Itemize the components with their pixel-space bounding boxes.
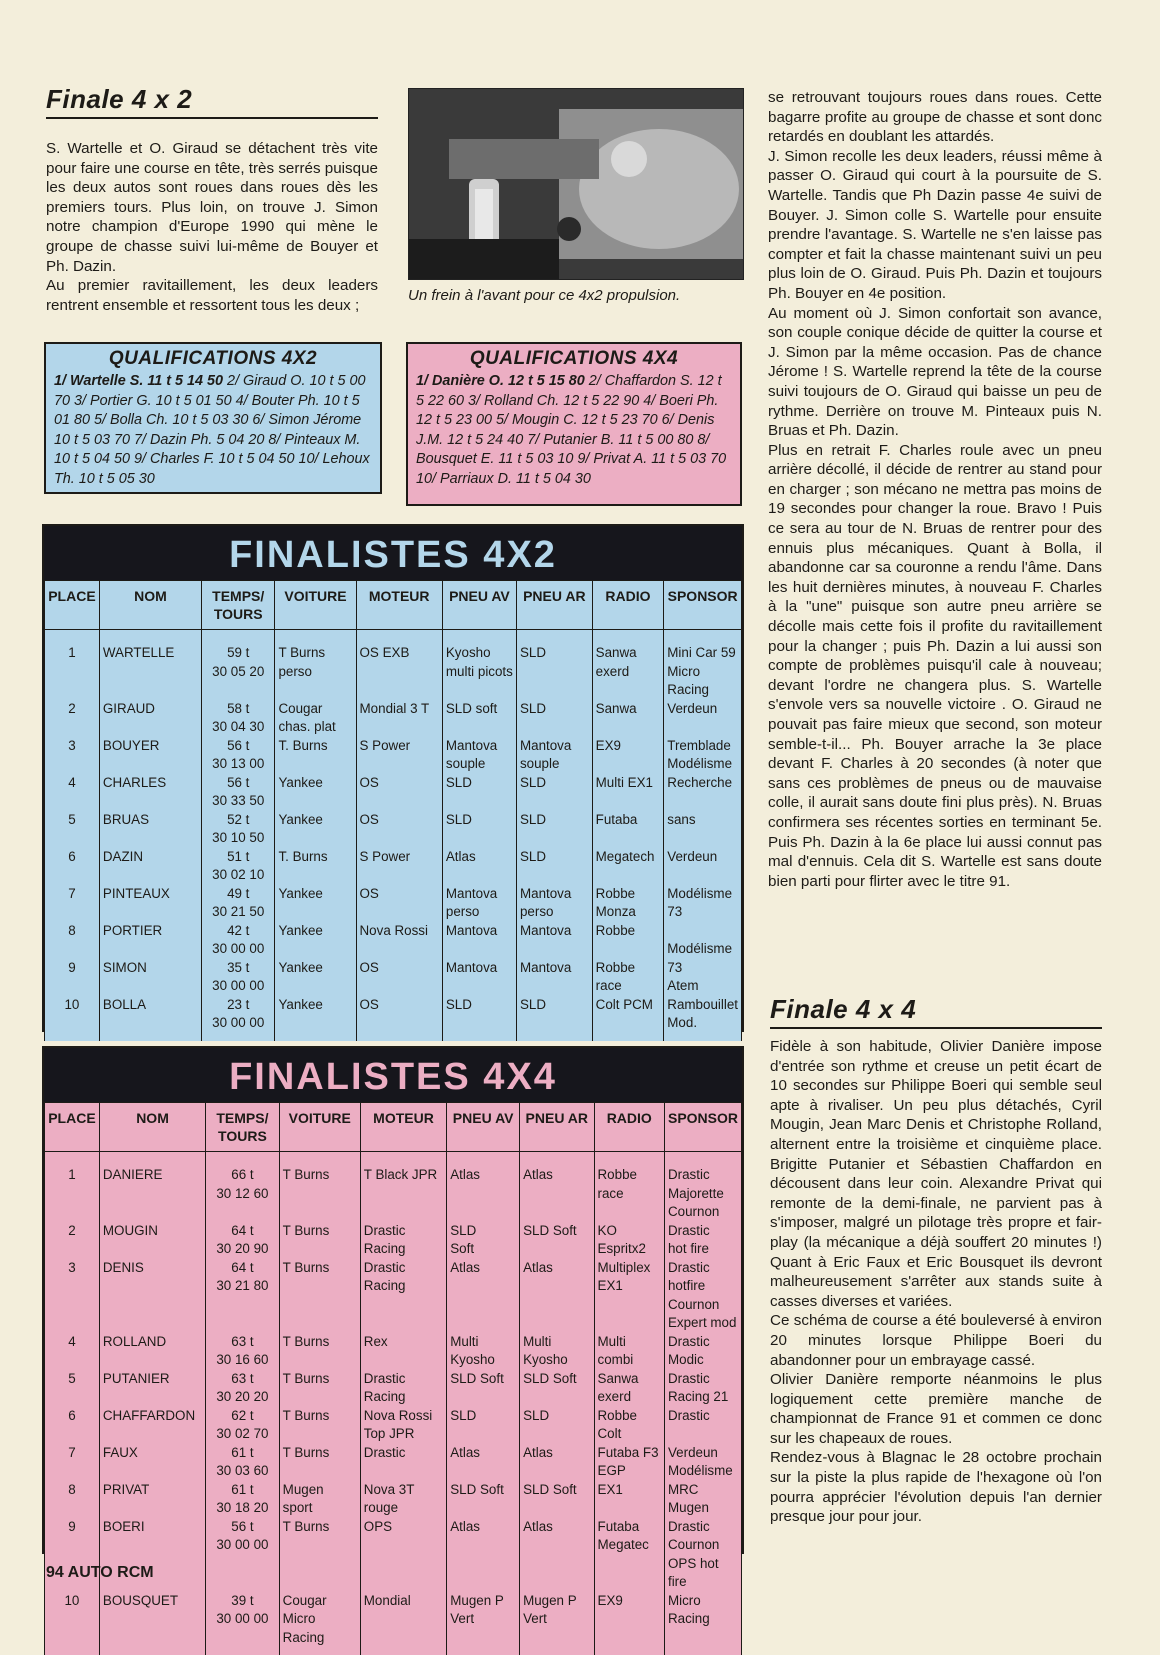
cell-nom: FAUX: [99, 1444, 205, 1481]
cell-moteur: Drastic Racing: [360, 1259, 446, 1333]
cell-place: 7: [45, 885, 100, 922]
cell-sponsor: MRC Mugen: [664, 1481, 741, 1518]
cell-radio: Robbe race: [592, 959, 664, 996]
cell-sponsor: Micro Racing: [664, 1592, 741, 1655]
finale-4x4-paragraph-4: Rendez-vous à Blagnac le 28 octobre prochain sur la piste la plus rapide de l'hexagone où l'on pourra apprécier l'évolution depuis l'an dernier presque jour pour jour.: [770, 1448, 1102, 1526]
cell-sponsor: Drastic hot fire: [664, 1222, 741, 1259]
cell-nom: PRIVAT: [99, 1481, 205, 1518]
cell-pneu-av: Multi Kyosho: [447, 1333, 520, 1370]
cell-sponsor: Rambouillet Mod.: [664, 996, 742, 1041]
cell-pneu-ar: SLD: [516, 700, 592, 737]
finale-4x4-section: [770, 994, 1102, 1527]
cell-moteur: OS: [356, 811, 442, 848]
col-nom: NOM: [99, 1103, 205, 1152]
cell-pneu-av: Mantova perso: [442, 885, 516, 922]
cell-pneu-ar: Multi Kyosho: [520, 1333, 594, 1370]
finale-4x4-title: Finale 4 x 4: [770, 994, 1102, 1029]
col-pneu-ar: PNEU AR: [520, 1103, 594, 1152]
cell-temps: 61 t 30 03 60: [206, 1444, 280, 1481]
cell-pneu-av: Atlas: [447, 1259, 520, 1333]
cell-pneu-av: SLD: [442, 774, 516, 811]
table-header-row: [45, 1103, 742, 1152]
cell-pneu-av: Mugen P Vert: [447, 1592, 520, 1655]
cell-moteur: S Power: [356, 737, 442, 774]
qualifications-4x4-results: [416, 372, 732, 489]
cell-pneu-av: Atlas: [442, 848, 516, 885]
right-paragraph-1: se retrouvant toujours roues dans roues. Cette bagarre profite au groupe de chasse et sont donc retardés en doublant les attardés.: [768, 88, 1102, 147]
cell-nom: DENIS: [99, 1259, 205, 1333]
cell-radio: Robbe Colt: [594, 1407, 664, 1444]
cell-place: 3: [45, 737, 100, 774]
cell-sponsor: Verdeun: [664, 848, 742, 885]
cell-voiture: T Burns: [279, 1152, 360, 1222]
cell-moteur: Nova 3T rouge: [360, 1481, 446, 1518]
table-row: [45, 959, 742, 996]
cell-pneu-av: SLD Soft: [447, 1481, 520, 1518]
cell-voiture: Cougar chas. plat: [275, 700, 356, 737]
cell-place: 4: [45, 1333, 100, 1370]
cell-moteur: T Black JPR: [360, 1152, 446, 1222]
cell-nom: BOUSQUET: [99, 1592, 205, 1655]
cell-pneu-ar: Atlas: [520, 1518, 594, 1592]
cell-pneu-ar: Mugen P Vert: [520, 1592, 594, 1655]
cell-voiture: Yankee: [275, 922, 356, 959]
cell-pneu-av: SLD: [447, 1407, 520, 1444]
cell-temps: 62 t 30 02 70: [206, 1407, 280, 1444]
cell-voiture: T Burns: [279, 1444, 360, 1481]
cell-voiture: Cougar Micro Racing: [279, 1592, 360, 1655]
cell-nom: WARTELLE: [99, 630, 201, 700]
cell-radio: Multi combi: [594, 1333, 664, 1370]
cell-sponsor: Modélisme: [664, 922, 742, 959]
cell-temps: 52 t 30 10 50: [202, 811, 275, 848]
finalistes-4x2-block: [42, 524, 744, 1032]
cell-radio: EX9: [594, 1592, 664, 1655]
cell-place: 8: [45, 1481, 100, 1518]
cell-sponsor: Drastic Cournon OPS hot fire: [664, 1518, 741, 1592]
cell-radio: Sanwa: [592, 700, 664, 737]
col-temps: TEMPS/ TOURS: [206, 1103, 280, 1152]
cell-sponsor: Drastic hotfire Cournon Expert mod: [664, 1259, 741, 1333]
cell-voiture: T. Burns: [275, 737, 356, 774]
magazine-name: AUTO RCM: [68, 1564, 154, 1581]
col-radio: RADIO: [592, 581, 664, 630]
cell-pneu-av: SLD soft: [442, 700, 516, 737]
cell-moteur: Drastic: [360, 1444, 446, 1481]
cell-place: 2: [45, 1222, 100, 1259]
cell-radio: Robbe race: [594, 1152, 664, 1222]
cell-pneu-av: SLD Soft: [447, 1370, 520, 1407]
cell-temps: 66 t 30 12 60: [206, 1152, 280, 1222]
cell-moteur: OS: [356, 996, 442, 1041]
cell-voiture: Yankee: [275, 885, 356, 922]
cell-voiture: T Burns: [279, 1518, 360, 1592]
right-paragraph-4: Plus en retrait F. Charles roule avec un pneu arrière décollé, il décide de rentrer au stand pour en charger ; son mécano ne mettra pas moins de 19 secondes pour changer la roue. Bravo ! Puis ce sera au tour de N. Bruas de rentrer pour des ennuis plus mécaniques. Quant à Bolla, il abandonne car sa couronne a rendu l'âme. Dans les huit dernières minutes, à nouveau F. Charles à la "une" puisque son autre pneu arrière se décolle mais cette fois il profite du ravitaillement pour la changer ; puis Ph. Dazin a lui aussi son compte de problèmes puisqu'il cale à nouveau; devant l'ordre ne changera plus. S. Wartelle s'envole vers sa nouvelle victoire . O. Giraud ne pouvait pas faire mieux que second, son moteur semble-t-il... Ph. Bouyer arrache la 3e place devant F. Charles à 20 secondes (à noter que sans ces problèmes de pneus ou de mauvaise colle, il aurait sans doute fini plus près). N. Bruas confirmera ses récentes sorties en terminant 5e. Puis Ph. Dazin à la 6e place lui aussi connut pas mal d'ennuis. Cela dit S. Wartelle est sans doute bien parti pour flirter avec le titre 91.: [768, 441, 1102, 892]
page-footer: [46, 1564, 154, 1582]
table-row: [45, 1152, 742, 1222]
col-pneu-av: PNEU AV: [447, 1103, 520, 1152]
table-row: [45, 1444, 742, 1481]
cell-place: 1: [45, 1152, 100, 1222]
finalistes-4x2-rows: [45, 630, 742, 1041]
cell-voiture: T Burns: [279, 1333, 360, 1370]
cell-moteur: Nova Rossi: [356, 922, 442, 959]
qualifications-4x2-results: [54, 372, 372, 489]
cell-nom: MOUGIN: [99, 1222, 205, 1259]
cell-voiture: Yankee: [275, 774, 356, 811]
cell-nom: GIRAUD: [99, 700, 201, 737]
cell-temps: 59 t 30 05 20: [202, 630, 275, 700]
cell-pneu-av: SLD Soft: [447, 1222, 520, 1259]
cell-pneu-av: Kyosho multi picots: [442, 630, 516, 700]
table-row: [45, 1481, 742, 1518]
table-row: [45, 1592, 742, 1655]
table-header-row: [45, 581, 742, 630]
cell-radio: Futaba: [592, 811, 664, 848]
cell-radio: EX9: [592, 737, 664, 774]
cell-place: 5: [45, 1370, 100, 1407]
finale-4x4-paragraph-1: Fidèle à son habitude, Olivier Danière impose d'entrée son rythme et creuse un petit écart de 10 secondes sur Philippe Boeri qui semble seul apte à rivaliser. Un peu plus détachés, Cyril Mougin, Jean Marc Denis et Christophe Rolland, alternent entre la troisième et cinquième place. Brigitte Putanier et Sébastien Chaffardon en décousent dans leur coin. Alexandre Privat qui remonte de la demi-finale, ne parvient pas à s'imposer, malgré un pilotage très propre et fair-play (la mécanique a déjà souffert 20 minutes !) Quant à Eric Faux et Eric Bousquet ils devront malheureusement s'arrêter aux stands suite à casses diverses et variées.: [770, 1037, 1102, 1311]
cell-moteur: Drastic Racing: [360, 1370, 446, 1407]
table-row: [45, 1407, 742, 1444]
col-place: PLACE: [45, 1103, 100, 1152]
cell-voiture: T Burns perso: [275, 630, 356, 700]
col-pneu-ar: PNEU AR: [516, 581, 592, 630]
table-row: [45, 737, 742, 774]
col-nom: NOM: [99, 581, 201, 630]
cell-pneu-av: Mantova: [442, 922, 516, 959]
right-paragraph-2: J. Simon recolle les deux leaders, réussi même à passer O. Giraud qui court à la poursuite de S. Wartelle. Tandis que Ph Dazin passe 4e suivi de Bouyer. J. Simon colle S. Wartelle pour ensuite prendre l'avantage. S. Wartelle ne s'en laisse pas compter et fait la chasse maintenant suivi un peu plus loin de O. Giraud. Puis Ph. Dazin et toujours Ph. Bouyer en 4e position.: [768, 147, 1102, 304]
cell-nom: BOLLA: [99, 996, 201, 1041]
cell-moteur: OS EXB: [356, 630, 442, 700]
cell-pneu-ar: SLD Soft: [520, 1370, 594, 1407]
cell-radio: Sanwa exerd: [592, 630, 664, 700]
table-row: [45, 885, 742, 922]
table-row: [45, 774, 742, 811]
cell-place: 6: [45, 1407, 100, 1444]
table-row: [45, 1370, 742, 1407]
cell-nom: PORTIER: [99, 922, 201, 959]
cell-pneu-ar: SLD Soft: [520, 1222, 594, 1259]
col-temps: TEMPS/ TOURS: [202, 581, 275, 630]
cell-nom: CHAFFARDON: [99, 1407, 205, 1444]
cell-radio: Futaba F3 EGP: [594, 1444, 664, 1481]
cell-place: 2: [45, 700, 100, 737]
cell-pneu-ar: SLD: [516, 630, 592, 700]
cell-pneu-ar: Atlas: [520, 1444, 594, 1481]
cell-moteur: Rex: [360, 1333, 446, 1370]
cell-place: 6: [45, 848, 100, 885]
cell-moteur: Mondial 3 T: [356, 700, 442, 737]
finale-4x2-section: [46, 84, 378, 315]
col-voiture: VOITURE: [279, 1103, 360, 1152]
table-row: [45, 1333, 742, 1370]
cell-sponsor: Verdeun Modélisme: [664, 1444, 741, 1481]
cell-moteur: Mondial: [360, 1592, 446, 1655]
finale-4x2-intro2: Au premier ravitaillement, les deux leaders rentrent ensemble et ressortent tous les deux ;: [46, 276, 378, 315]
cell-sponsor: Drastic: [664, 1407, 741, 1444]
cell-pneu-av: Mantova souple: [442, 737, 516, 774]
cell-radio: Multiplex EX1: [594, 1259, 664, 1333]
table-row: [45, 996, 742, 1041]
cell-radio: Sanwa exerd: [594, 1370, 664, 1407]
cell-voiture: Mugen sport: [279, 1481, 360, 1518]
qualifications-4x4-title: QUALIFICATIONS 4X4: [416, 348, 732, 370]
photo-caption: Un frein à l'avant pour ce 4x2 propulsion.: [408, 286, 742, 305]
qualifications-4x4-box: [406, 342, 742, 506]
cell-place: 8: [45, 922, 100, 959]
cell-radio: Futaba Megatec: [594, 1518, 664, 1592]
cell-voiture: T Burns: [279, 1259, 360, 1333]
col-pneu-av: PNEU AV: [442, 581, 516, 630]
qualifications-4x2-box: [44, 342, 382, 494]
cell-temps: 56 t 30 33 50: [202, 774, 275, 811]
cell-temps: 56 t 30 13 00: [202, 737, 275, 774]
cell-temps: 61 t 30 18 20: [206, 1481, 280, 1518]
col-voiture: VOITURE: [275, 581, 356, 630]
table-row: [45, 630, 742, 700]
cell-voiture: T Burns: [279, 1222, 360, 1259]
qualifications-4x4-others: 2/ Chaffardon S. 12 t 5 22 60 3/ Rolland Ch. 12 t 5 22 90 4/ Boeri Ph. 12 t 5 23 00 5/ Mougin C. 12 t 5 23 70 6/ Denis J.M. 12 t 5 24 40 7/ Putanier B. 11 t 5 00 80 8/ Bousquet E. 11 t 5 03 10 9/ Privat A. 11 t 5 03 70 10/ Parriaux D. 11 t 5 04 30: [416, 373, 726, 487]
cell-pneu-av: SLD: [442, 811, 516, 848]
cell-sponsor: 73 Atem: [664, 959, 742, 996]
cell-pneu-av: Atlas: [447, 1518, 520, 1592]
cell-voiture: T Burns: [279, 1370, 360, 1407]
cell-place: 1: [45, 630, 100, 700]
cell-voiture: T. Burns: [275, 848, 356, 885]
cell-nom: BRUAS: [99, 811, 201, 848]
cell-pneu-av: Mantova: [442, 959, 516, 996]
cell-sponsor: Recherche: [664, 774, 742, 811]
cell-moteur: Nova Rossi Top JPR: [360, 1407, 446, 1444]
cell-voiture: T Burns: [279, 1407, 360, 1444]
col-sponsor: SPONSOR: [664, 581, 742, 630]
right-paragraph-3: Au moment où J. Simon confortait son avance, son couple conique décide de quitter la course et J. Simon par la même occasion. Pas de chance Jérome ! S. Wartelle reprend la tête de la course suivi toujours de O. Giraud qui baisse un peu de rythme. Derrière on trouve M. Pinteaux puis N. Bruas et Ph. Dazin.: [768, 304, 1102, 441]
cell-radio: Multi EX1: [592, 774, 664, 811]
cell-pneu-av: Atlas: [447, 1444, 520, 1481]
table-row: [45, 1259, 742, 1333]
cell-temps: 51 t 30 02 10: [202, 848, 275, 885]
col-place: PLACE: [45, 581, 100, 630]
cell-nom: BOERI: [99, 1518, 205, 1592]
cell-place: 9: [45, 959, 100, 996]
cell-pneu-ar: Atlas: [520, 1259, 594, 1333]
cell-voiture: Yankee: [275, 811, 356, 848]
table-row: [45, 1222, 742, 1259]
finale-4x2-title: Finale 4 x 2: [46, 84, 378, 119]
finalistes-4x2-table: [44, 580, 742, 1041]
cell-radio: KO Espritx2: [594, 1222, 664, 1259]
cell-sponsor: Modélisme 73: [664, 885, 742, 922]
finale-4x4-paragraph-3: Olivier Danière remporte néanmoins le plus logiquement cette première manche de championnat de France 91 et commen ce donc sur les chapeaux de roues.: [770, 1370, 1102, 1448]
cell-moteur: S Power: [356, 848, 442, 885]
finale-4x4-text: [770, 1037, 1102, 1527]
cell-pneu-av: Atlas: [447, 1152, 520, 1222]
cell-sponsor: Drastic Majorette Cournon: [664, 1152, 741, 1222]
cell-temps: 39 t 30 00 00: [206, 1592, 280, 1655]
qualifications-4x4-leader: 1/ Danière O. 12 t 5 15 80: [416, 373, 585, 389]
qualifications-4x2-title: QUALIFICATIONS 4X2: [54, 348, 372, 370]
cell-temps: 64 t 30 20 90: [206, 1222, 280, 1259]
cell-temps: 49 t 30 21 50: [202, 885, 275, 922]
cell-pneu-ar: Mantova souple: [516, 737, 592, 774]
cell-radio: Colt PCM: [592, 996, 664, 1041]
table-row: [45, 922, 742, 959]
cell-radio: Robbe Monza: [592, 885, 664, 922]
cell-pneu-ar: Mantova: [516, 922, 592, 959]
col-radio: RADIO: [594, 1103, 664, 1152]
cell-voiture: Yankee: [275, 996, 356, 1041]
cell-radio: Robbe: [592, 922, 664, 959]
cell-pneu-ar: SLD: [516, 996, 592, 1041]
cell-moteur: Drastic Racing: [360, 1222, 446, 1259]
cell-place: 10: [45, 1592, 100, 1655]
cell-pneu-av: SLD: [442, 996, 516, 1041]
cell-pneu-ar: SLD Soft: [520, 1481, 594, 1518]
cell-nom: PINTEAUX: [99, 885, 201, 922]
car-chassis-illustration: [409, 89, 743, 279]
table-row: [45, 700, 742, 737]
cell-nom: SIMON: [99, 959, 201, 996]
cell-temps: 63 t 30 20 20: [206, 1370, 280, 1407]
cell-place: 10: [45, 996, 100, 1041]
finalistes-4x4-block: [42, 1046, 744, 1554]
page-number: 94: [46, 1564, 64, 1581]
cell-place: 7: [45, 1444, 100, 1481]
cell-place: 3: [45, 1259, 100, 1333]
cell-sponsor: Tremblade Modélisme: [664, 737, 742, 774]
finale-4x2-text: [46, 139, 378, 315]
cell-moteur: OS: [356, 774, 442, 811]
cell-temps: 56 t 30 00 00: [206, 1518, 280, 1592]
qualifications-4x2-leader: 1/ Wartelle S. 11 t 5 14 50: [54, 373, 223, 389]
cell-nom: DANIERE: [99, 1152, 205, 1222]
cell-sponsor: Verdeun: [664, 700, 742, 737]
car-photo: [408, 88, 744, 280]
cell-radio: Megatech: [592, 848, 664, 885]
cell-temps: 42 t 30 00 00: [202, 922, 275, 959]
table-row: [45, 848, 742, 885]
cell-moteur: OPS: [360, 1518, 446, 1592]
cell-temps: 64 t 30 21 80: [206, 1259, 280, 1333]
cell-nom: CHARLES: [99, 774, 201, 811]
cell-nom: ROLLAND: [99, 1333, 205, 1370]
cell-pneu-ar: SLD: [516, 811, 592, 848]
cell-place: 4: [45, 774, 100, 811]
cell-place: 9: [45, 1518, 100, 1592]
col-sponsor: SPONSOR: [664, 1103, 741, 1152]
cell-pneu-ar: SLD: [516, 774, 592, 811]
cell-voiture: Yankee: [275, 959, 356, 996]
cell-sponsor: Mini Car 59 Micro Racing: [664, 630, 742, 700]
cell-pneu-ar: Atlas: [520, 1152, 594, 1222]
cell-sponsor: Drastic Racing 21: [664, 1370, 741, 1407]
cell-moteur: OS: [356, 885, 442, 922]
cell-temps: 58 t 30 04 30: [202, 700, 275, 737]
finale-4x2-intro: S. Wartelle et O. Giraud se détachent très vite pour faire une course en tête, très serrés puisque les deux autos sont roues dans roues dès les premiers tours. Plus loin, on trouve J. Simon notre champion d'Europe 1990 qui mène le groupe de chasse suivi lui-même de Bouyer et Ph. Dazin.: [46, 139, 378, 276]
cell-temps: 63 t 30 16 60: [206, 1333, 280, 1370]
col-moteur: MOTEUR: [360, 1103, 446, 1152]
cell-temps: 35 t 30 00 00: [202, 959, 275, 996]
finale-4x4-paragraph-2: Ce schéma de course a été bouleversé à environ 20 minutes lorsque Philippe Boeri du abandonner pour un embrayage cassé.: [770, 1311, 1102, 1370]
finalistes-4x4-title: FINALISTES 4X4: [44, 1048, 742, 1102]
right-column-text: [768, 88, 1102, 891]
cell-nom: BOUYER: [99, 737, 201, 774]
cell-sponsor: sans: [664, 811, 742, 848]
finalistes-4x2-title: FINALISTES 4X2: [44, 526, 742, 580]
cell-sponsor: Drastic Modic: [664, 1333, 741, 1370]
cell-pneu-ar: SLD: [520, 1407, 594, 1444]
table-row: [45, 811, 742, 848]
cell-nom: DAZIN: [99, 848, 201, 885]
cell-pneu-ar: SLD: [516, 848, 592, 885]
cell-moteur: OS: [356, 959, 442, 996]
qualifications-4x2-others: 2/ Giraud O. 10 t 5 00 70 3/ Portier G. 10 t 5 01 50 4/ Bouter Ph. 10 t 5 01 80 5/ Bolla Ch. 10 t 5 03 30 6/ Simon Jérome 10 t 5 03 70 7/ Dazin Ph. 5 04 20 8/ Pinteaux M. 10 t 5 04 50 9/ Charles F. 10 t 5 04 50 10/ Lehoux Th. 10 t 5 05 30: [54, 373, 370, 487]
col-moteur: MOTEUR: [356, 581, 442, 630]
cell-pneu-ar: Mantova: [516, 959, 592, 996]
cell-place: 5: [45, 811, 100, 848]
cell-temps: 23 t 30 00 00: [202, 996, 275, 1041]
cell-nom: PUTANIER: [99, 1370, 205, 1407]
cell-radio: EX1: [594, 1481, 664, 1518]
cell-pneu-ar: Mantova perso: [516, 885, 592, 922]
